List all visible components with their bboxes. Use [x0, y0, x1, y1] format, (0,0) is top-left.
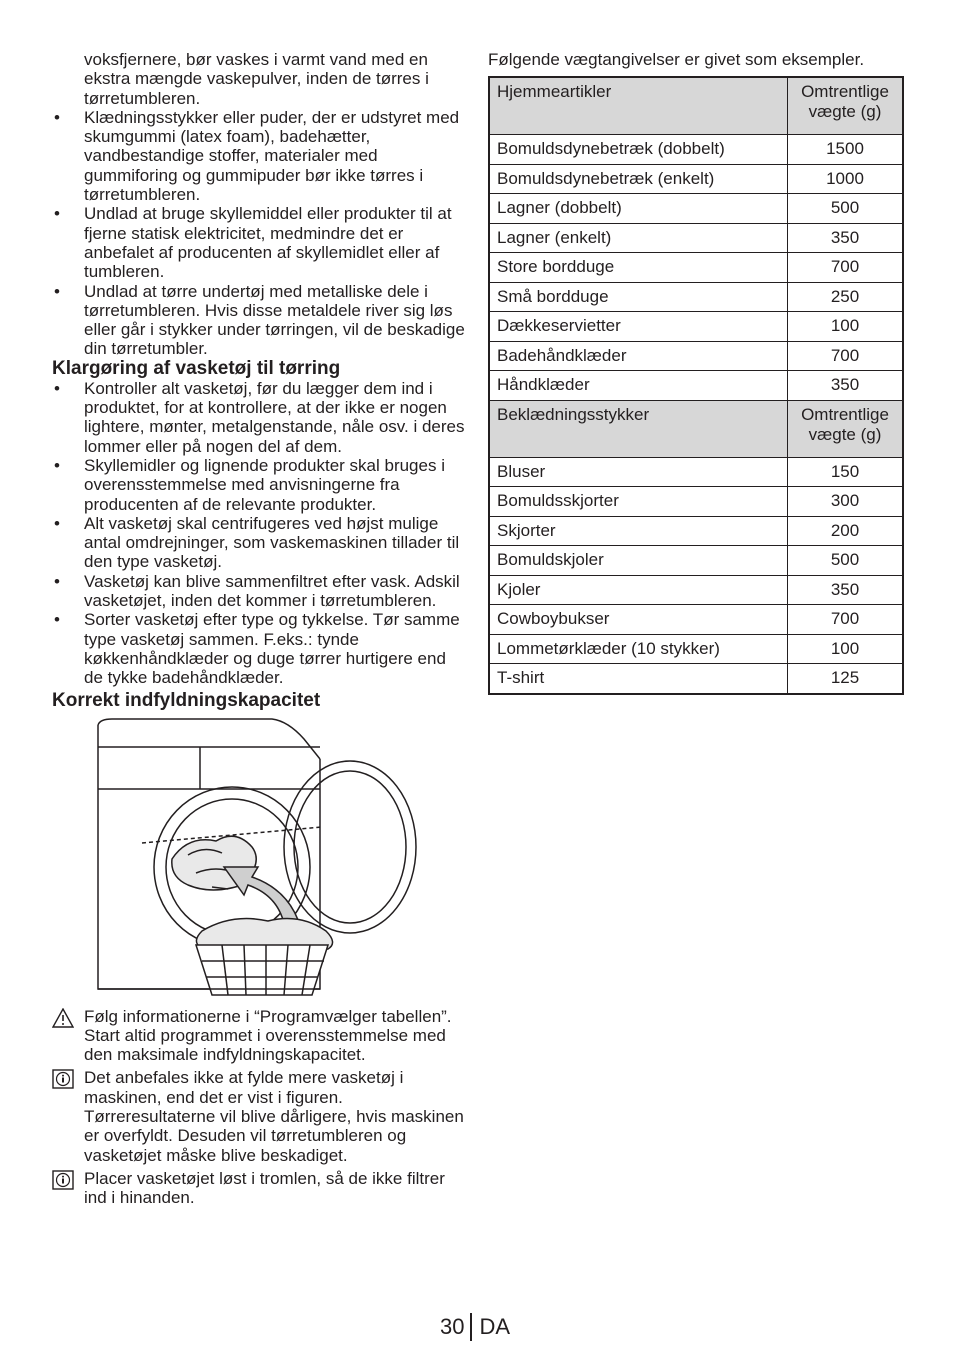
left-column — [52, 50, 468, 1207]
table-row — [489, 164, 903, 194]
preparation-list — [52, 379, 468, 688]
weight-value-cell: 150 — [788, 457, 904, 487]
item-name-cell: Badehåndklæder — [489, 341, 788, 371]
weight-value-cell: 1000 — [788, 164, 904, 194]
table-row — [489, 546, 903, 576]
item-name-cell: Bomuldsdynebetræk (dobbelt) — [489, 135, 788, 165]
language-code: DA — [479, 1314, 511, 1339]
weight-value-cell: 100 — [788, 312, 904, 342]
precautions-list — [52, 108, 468, 359]
category-header-cell: Beklædningsstykker — [489, 400, 788, 457]
info-icon — [52, 1069, 74, 1089]
weight-value-cell: 700 — [788, 605, 904, 635]
table-row — [489, 516, 903, 546]
table-row — [489, 341, 903, 371]
note-info-text: Det anbefales ikke at fylde mere vasketøj i maskinen, end det er vist i figuren. Tørreresultaterne vil blive dårligere, hvis maskinen er overfyldt. Desuden vil tørretumbleren og vasketøjet måske blive beskadiget. — [84, 1068, 464, 1165]
weight-value-cell: 100 — [788, 634, 904, 664]
weight-value-cell: 350 — [788, 223, 904, 253]
table-row — [489, 605, 903, 635]
note-warning — [52, 1007, 468, 1065]
table-row — [489, 634, 903, 664]
table-row — [489, 664, 903, 694]
note-info — [52, 1068, 468, 1164]
table-row — [489, 223, 903, 253]
bullet-item: • Alt vasketøj skal centrifugeres ved højst mulige antal omdrejninger, som vaskemaskinen tillader til den type vasketøj. — [52, 514, 468, 572]
bullet-item: • Kontroller alt vasketøj, før du lægger dem ind i produktet, for at kontrollere, at der ikke er nogen lightere, mønter, metalgenstande, nåle osv. i deres lommer eller på nogen del af dem. — [52, 379, 468, 456]
item-name-cell: Lommetørklæder (10 stykker) — [489, 634, 788, 664]
bullet-item: • Klædningsstykker eller puder, der er udstyret med skumgummi (latex foam), badehætter, vandbestandige stoffer, materialer med gummiforing og gummipuder bør ikke tørres i tørretumbleren. — [52, 108, 468, 204]
bullet-item: • Sorter vasketøj efter type og tykkelse. Tør samme type vasketøj sammen. F.eks.: tynde køkkenhåndklæder og duge tørrer hurtigere end de tykke badehåndklæder. — [52, 610, 468, 687]
weight-value-cell: 125 — [788, 664, 904, 694]
weight-value-cell: 700 — [788, 253, 904, 283]
note-warning-text: Følg informationerne i “Programvælger tabellen”. Start altid programmet i overensstemmelse med den maksimale indfyldningskapacitet. — [84, 1006, 452, 1065]
table-row — [489, 253, 903, 283]
weight-value-cell: 500 — [788, 194, 904, 224]
page-footer — [440, 1313, 510, 1341]
table-row — [489, 312, 903, 342]
table-row — [489, 371, 903, 401]
table-row — [489, 194, 903, 224]
item-name-cell: Lagner (enkelt) — [489, 223, 788, 253]
item-name-cell: Bomuldsskjorter — [489, 487, 788, 517]
table-row — [489, 135, 903, 165]
bullet-item: • Undlad at bruge skyllemiddel eller produkter til at fjerne statisk elektricitet, medmindre det er anbefalet af producenten af skyllemidlet eller af tumbleren. — [52, 204, 468, 281]
note-info-text: Placer vasketøjet løst i tromlen, så de ikke filtrer ind i hinanden. — [84, 1168, 445, 1208]
weight-header-cell: Omtrentlige vægte (g) — [788, 400, 904, 457]
item-name-cell: Små bordduge — [489, 282, 788, 312]
item-name-cell: Kjoler — [489, 575, 788, 605]
weight-value-cell: 500 — [788, 546, 904, 576]
footer-divider — [470, 1313, 472, 1341]
note-info — [52, 1169, 468, 1208]
item-name-cell: Skjorter — [489, 516, 788, 546]
item-name-cell: Dækkeservietter — [489, 312, 788, 342]
continuation-text: voksfjernere, bør vaskes i varmt vand med en ekstra mængde vaskepulver, inden de tørres i tørretumbleren. — [84, 50, 429, 108]
weights-table — [488, 76, 904, 695]
weight-value-cell: 700 — [788, 341, 904, 371]
table-intro: Følgende vægtangivelser er givet som eksempler. — [488, 50, 865, 69]
weight-value-cell: 350 — [788, 371, 904, 401]
bullet-item: • Undlad at tørre undertøj med metalliske dele i tørretumbleren. Hvis disse metaldele river sig løs eller går i stykker under tørringen, vil de beskadige din tørretumbler. — [52, 282, 468, 359]
item-name-cell: Bluser — [489, 457, 788, 487]
page-number: 30 — [440, 1314, 465, 1339]
weight-value-cell: 350 — [788, 575, 904, 605]
item-name-cell: Håndklæder — [489, 371, 788, 401]
right-column — [488, 50, 904, 695]
weight-value-cell: 250 — [788, 282, 904, 312]
item-name-cell: Bomuldskjoler — [489, 546, 788, 576]
item-name-cell: Lagner (dobbelt) — [489, 194, 788, 224]
dryer-loading-illustration — [92, 717, 432, 999]
heading-load-capacity: Korrekt indfyldningskapacitet — [52, 689, 321, 711]
item-name-cell: Cowboybukser — [489, 605, 788, 635]
bullet-item: • Skyllemidler og lignende produkter skal bruges i overensstemmelse med anvisningerne fra producenten af de relevante produkter. — [52, 456, 468, 514]
category-header-cell: Hjemmeartikler — [489, 77, 788, 135]
weight-value-cell: 1500 — [788, 135, 904, 165]
weight-value-cell: 300 — [788, 487, 904, 517]
weight-value-cell: 200 — [788, 516, 904, 546]
warning-triangle-icon — [52, 1008, 74, 1028]
table-row — [489, 575, 903, 605]
heading-preparing-laundry: Klargøring af vasketøj til tørring — [52, 357, 341, 379]
item-name-cell: Store bordduge — [489, 253, 788, 283]
weight-header-cell: Omtrentlige vægte (g) — [788, 77, 904, 135]
table-header-row — [489, 400, 903, 457]
item-name-cell: Bomuldsdynebetræk (enkelt) — [489, 164, 788, 194]
table-row — [489, 457, 903, 487]
item-name-cell: T-shirt — [489, 664, 788, 694]
table-row — [489, 282, 903, 312]
table-header-row — [489, 77, 903, 135]
info-icon — [52, 1170, 74, 1190]
table-row — [489, 487, 903, 517]
bullet-item: • Vasketøj kan blive sammenfiltret efter vask. Adskil vasketøjet, inden det kommer i tørretumbleren. — [52, 572, 468, 611]
